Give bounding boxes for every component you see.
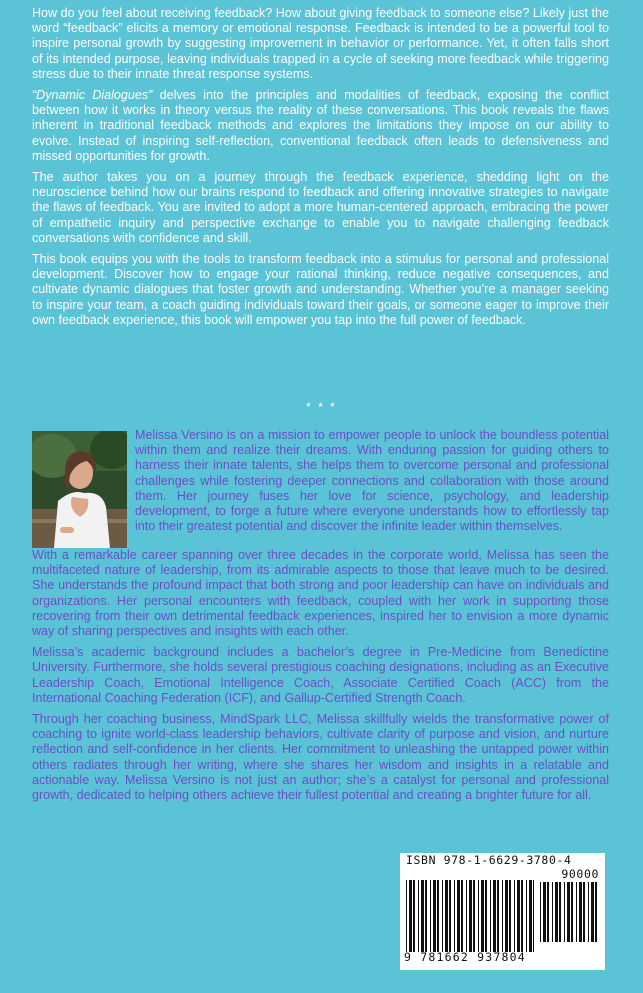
book-title: “Dynamic Dialogues” [32,88,153,103]
price-code: 90000 [561,867,599,881]
description-paragraph-4: This book equips you with the tools to transform feedback into a stimulus for personal and professional development. Discover how to engage your rational thinking, reduce negative consequences, and cultivate dynamic dialogues that foster growth and understanding. Whether you’re a manager seeking to inspire your team, a coach guiding individuals toward their goals, or someone eager to improve their own feedback experience, this book will empower you tap into the full power of feedback. [32,252,609,327]
bio-paragraph-1: Melissa Versino is on a mission to empower people to unlock the boundless potential within them and realize their dreams. With enduring passion for guiding others to harness their innate talents, she helps them to overcome personal and professional challenges while fostering deeper connections and collaboration with those around them. Her journey fuses her love for science, psychology, and leadership development, to forge a future where everyone understands how to effortlessly tap into their greatest potential and discover the infinite leader within themselves. [135,428,609,534]
description-paragraph-2 [32,88,609,164]
ean-barcode-bars [406,880,534,952]
bio-paragraph-2: With a remarkable career spanning over three decades in the corporate world, Melissa has seen the multifaceted nature of leadership, from its admirable aspects to those that leave much to be desired. She understands the profound impact that both strong and poor leadership can have on individuals and organizations. Her personal encounters with feedback, coupled with her work in supporting those recovering from their own detrimental feedback experiences, inspired her to envision a more dynamic way of sharing perspectives and insights with each other. [32,548,609,639]
isbn-barcode [400,853,605,970]
book-description [32,6,609,334]
isbn-label: ISBN 978-1-6629-3780-4 [406,853,572,867]
description-paragraph-2-text: delves into the principles and modalities of feedback, exposing the conflict between how it works in theory versus the reality of these conversations. This book reveals the flaws inherent in traditional feedback methods and explores the limitations they impose on our ability to evolve. Instead of inspiring self-reflection, conventional feedback often leads to defensiveness and missed opportunities for growth. [32,88,610,163]
author-bio [32,428,609,809]
addon-barcode-bars [540,882,600,942]
bio-paragraph-4: Through her coaching business, MindSpark LLC, Melissa skillfully wields the transformative power of coaching to ignite world-class leadership behaviors, cultivate clarity of purpose and vision, and nurture reflection and self-confidence in her clients. Her commitment to unleashing the untapped power within others radiates through her writing, where she shares her wisdom and insights in a relatable and actionable way. Melissa Versino is not just an author; she’s a catalyst for personal and professional growth, dedicated to helping others achieve their fullest potential and creating a brighter future for all. [32,712,609,803]
section-separator: * * * [306,400,337,414]
bio-paragraph-3: Melissa’s academic background includes a bachelor’s degree in Pre-Medicine from Benedictine University. Furthermore, she holds several prestigious coaching designations, including as an Executive Leadership Coach, Emotional Intelligence Coach, Associate Certified Coach (ACC) from the International Coaching Federation (ICF), and Gallup-Certified Strength Coach. [32,645,609,705]
description-paragraph-1: How do you feel about receiving feedback? How about giving feedback to someone else? Likely just the word “feedback” elicits a memory or emotional response. Feedback is intended to be a powerful tool to inspire personal growth by suggesting improvement in behavior or performance. Yet, it often falls short of its intended purpose, leaving individuals trapped in a cycle of seeking more feedback while triggering stress due to their innate threat response systems. [32,6,609,81]
description-paragraph-3: The author takes you on a journey through the feedback experience, shedding light on the neuroscience behind how our brains respond to feedback and offering innovative strategies to navigate the flaws of feedback. You are invited to adopt a more human-centered approach, embracing the power of empathetic inquiry and perspective exchange to enable you to navigate challenging feedback conversations with confidence and skill. [32,170,609,245]
ean-number: 9 781662 937804 [404,950,526,964]
